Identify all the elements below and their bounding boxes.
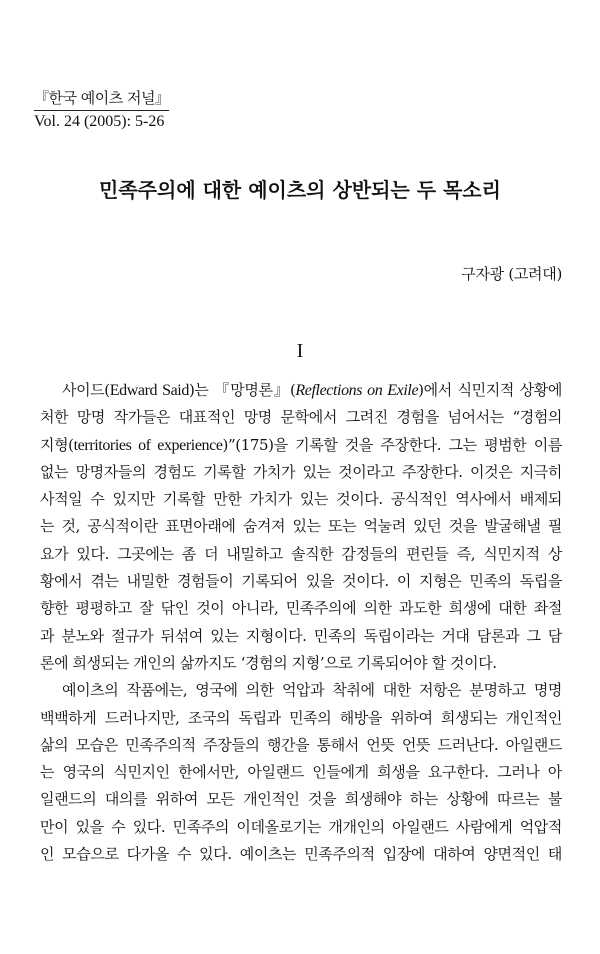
- section-number: I: [296, 340, 304, 362]
- paragraph: [40, 677, 562, 868]
- text-line: 는 영국의 식민지인 한에서만, 아일랜드 인들에게 희생을 요구한다. 그러나 아: [40, 763, 562, 782]
- text-span: )에서 식민지적 상황에: [418, 381, 562, 399]
- article-title: 민족주의에 대한 예이츠의 상반되는 두 목소리: [99, 178, 501, 202]
- text-span: 사이드(: [62, 381, 110, 399]
- text-line: 예이츠의 작품에는, 영국에 의한 억압과 착취에 대한 저항은 분명하고 명명: [62, 681, 562, 700]
- text-span: 지형(: [40, 435, 74, 454]
- text-line: 향한 평평하고 잘 닦인 것이 아니라, 민족주의에 의한 과도한 희생에 대한 좌절: [40, 599, 562, 618]
- text-line: 사적일 수 있지만 기록할 만한 가치가 있는 것이다. 공식적인 역사에서 배제되: [40, 490, 562, 509]
- paragraph: [40, 377, 562, 677]
- text-span: )는 『망명론』(: [188, 381, 296, 399]
- text-line: [40, 377, 562, 404]
- journal-header: [34, 88, 169, 132]
- text-span: Edward Said: [109, 382, 189, 399]
- text-span: territories of experience: [73, 436, 223, 454]
- text-line: 과 분노와 절규가 뒤섞여 있는 지형이다. 민족의 독립이라는 거대 담론과 그 담: [40, 626, 562, 645]
- text-line: 황에서 겪는 내밀한 경험들이 기록되어 있을 것이다. 이 지형은 민족의 독립을: [40, 572, 562, 591]
- text-line: 삶의 모습은 민족주의적 주장들의 행간을 통해서 언뜻 언뜻 드러난다. 아일랜드: [40, 735, 562, 754]
- article-author: 구자광 (고려대): [461, 265, 562, 283]
- text-line: 론에 희생되는 개인의 삶까지도 ‘경험의 지형’으로 기록되어야 할 것이다.: [40, 653, 497, 672]
- text-line: 없는 망명자들의 경험도 기록할 가치가 있는 것이라고 주장한다. 이것은 지극히: [40, 462, 562, 481]
- text-line: 처한 망명 작가들은 대표적인 망명 문학에서 그려진 경험을 넘어서는 “경험의: [40, 408, 562, 427]
- book-title-italic: Reflections on Exile: [295, 382, 419, 399]
- text-line: 는 것, 공식적이란 표면아래에 숨겨져 있는 또는 억눌려 있던 것을 발굴해낼 필: [40, 517, 562, 536]
- text-line: 요가 있다. 그곳에는 좀 더 내밀하고 솔직한 감정들의 편린들 즉, 식민지적 상: [40, 544, 562, 563]
- journal-title: 『한국 예이츠 저널』: [34, 88, 169, 111]
- text-span: )”(175)을 기록할 것을 주장한다. 그는 평범한 이름: [222, 435, 562, 454]
- text-line: 일랜드의 대의를 위하여 모든 개인적인 것을 희생해야 하는 상황에 따르는 불: [40, 790, 562, 809]
- journal-volume: Vol. 24 (2005): 5-26: [34, 113, 165, 130]
- text-line: [40, 432, 562, 459]
- text-line: 만이 있을 수 있다. 민족주의 이데올로기는 개개인의 아일랜드 사람에게 억압적: [40, 817, 562, 836]
- text-line: 백백하게 드러나지만, 조국의 독립과 민족의 해방을 위하여 희생되는 개인적인: [40, 708, 562, 727]
- article-body: [40, 377, 562, 868]
- text-line: 인 모습으로 다가올 수 있다. 예이츠는 민족주의적 입장에 대하여 양면적인 태: [40, 845, 562, 864]
